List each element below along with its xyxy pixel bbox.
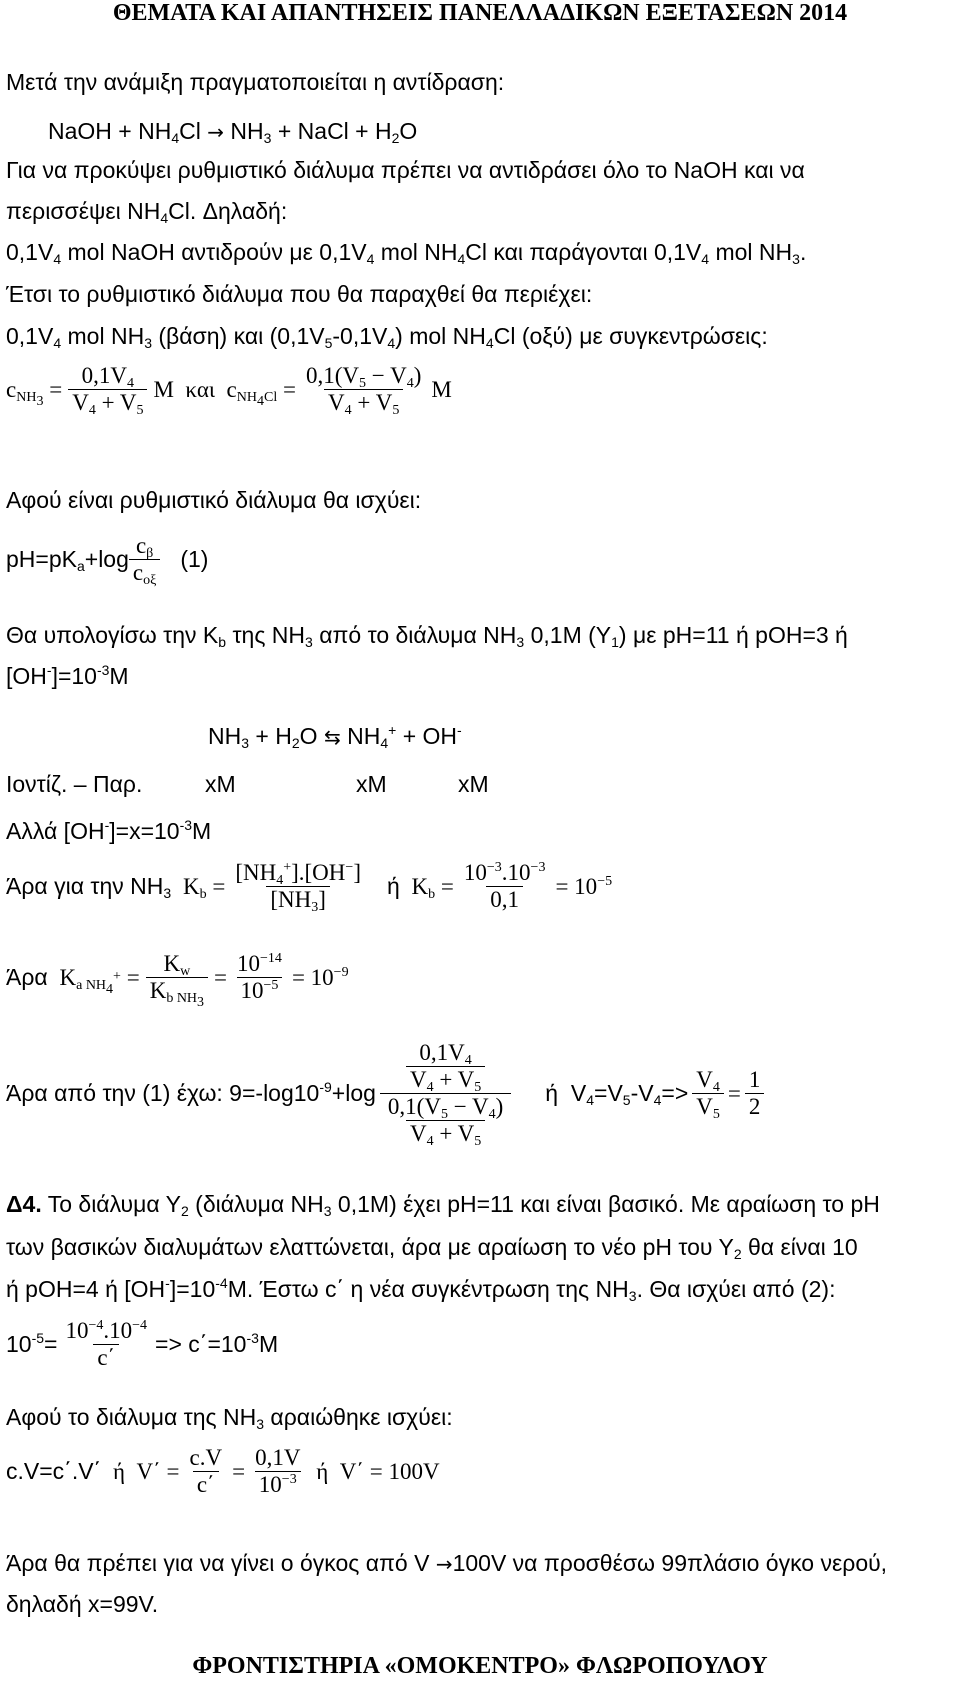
reaction-stoichiometry: $0,1V_4$ mol NaOH αντιδρούν με $0,1V_4$ mol $NH_4Cl$ και παράγονται $0,1V_4$ mol $NH_3$. bbox=[6, 239, 807, 267]
page-footer: ΦΡΟΝΤΙΣΤΗΡΙΑ «ΟΜΟΚΕΝΤΡΟ» ΦΛΩΡΟΠΟΥΛΟΥ bbox=[192, 1653, 768, 1679]
new-concentration-equation: $10^{-5}=$ $\frac{10^{-4}.10^{-4}}{c΄}$ => $c΄=10^{-3}M$ bbox=[6, 1318, 279, 1370]
ratio-equation: Άρα από την (1) έχω: $9=-\log 10^{-9}+\log$ $\frac{\frac{0,1V_4}{V_4 + V_5}}{\frac{0,1(V_5 - V_4)}{V_4 + V_5}}$ ή $V_4=V_5-V_4=>$ $\frac{V_4}{V_5}$ = $\frac{1}{2}$ bbox=[6, 1040, 764, 1147]
concentrations-formula: $c_{NH_3}$ = $\frac{0,1V_4}{V_4 + V_5}$ M και $c_{NH_4Cl}$ = $\frac{0,1(V_5 - V_4)}{V_4 + V_5}$ M bbox=[6, 363, 452, 418]
ka-formula: Άρα $K_{a NH_4^+}$ = $\frac{K_w}{K_{b NH_3}}$ = $\frac{10^{-14}}{10^{-5}}$ = $10^{-9}$ bbox=[6, 951, 349, 1010]
conclusion-line2: δηλαδή x=99V. bbox=[6, 1591, 159, 1617]
d4-line1: Δ4. Το διάλυμα $\Upsilon_2$ (διάλυμα $NH_3$ 0,1M) έχει pH=11 και είναι βασικό. Με αραίωση το pH bbox=[6, 1191, 880, 1219]
oh-concentration: Αλλά $[OH^-]=x=10^{-3}M$ bbox=[6, 817, 212, 844]
page-header: ΘΕΜΑΤΑ ΚΑΙ ΑΠΑΝΤΗΣΕΙΣ ΠΑΝΕΛΛΑΔΙΚΩΝ ΕΞΕΤΑΣΕΩΝ 2014 bbox=[112, 0, 848, 26]
d4-line2: των βασικών διαλυμάτων ελαττώνεται, άρα με αραίωση το νέο pH του $\Upsilon_2$ θα είναι 10 bbox=[6, 1234, 858, 1262]
buffer-condition-line1: Για να προκύψει ρυθμιστικό διάλυμα πρέπει να αντιδράσει όλο το NaOH και να bbox=[6, 157, 805, 183]
reaction-1: NaOH + $NH_4Cl \to NH_3$ + NaCl + $H_2O$ bbox=[48, 118, 418, 146]
buffer-composition: $0,1V_4$ mol $NH_3$ (βάση) και $(0,1V_5-0,1V_4)$ mol $NH_4Cl$ (οξύ) με συγκεντρώσεις: bbox=[6, 323, 768, 351]
kb-formula: Άρα για την $NH_3$ $K_b$ = $\frac{[NH_4^+].[OH^-]}{[NH_3]}$ ή $K_b$ = $\frac{10^{-3}.10^{-3}}{0,1}$ = $10^{-5}$ bbox=[6, 860, 613, 915]
ionization-label: Ιοντίζ. – Παρ. bbox=[6, 771, 143, 797]
d4-line3: ή pOH=4 ή $[OH^-]=10^{-4}M$. Έστω c΄ η νέα συγκέντρωση της $NH_3$. Θα ισχύει από (2): bbox=[6, 1275, 836, 1304]
buffer-condition-line2: περισσέψει $NH_4Cl$. Δηλαδή: bbox=[6, 198, 288, 226]
xm-nh4: xM bbox=[356, 771, 387, 797]
conclusion-line1: Άρα θα πρέπει για να γίνει ο όγκος από V →100V να προσθέσω 99πλάσιο όγκο νερού, bbox=[6, 1550, 888, 1576]
henderson-equation: $pH=pK_a+\log$ $\frac{c_\beta}{c_{o\xi}}$ (1) bbox=[6, 533, 209, 588]
mixing-intro: Μετά την ανάμιξη πραγματοποιείται η αντίδραση: bbox=[6, 69, 505, 95]
kb-calc-line1: Θα υπολογίσω την $K_b$ της $NH_3$ από το διάλυμα $NH_3$ 0,1M $(\Upsilon_1)$ με pH=11 ή pOH=3 ή bbox=[6, 622, 848, 650]
buffer-contains: Έτσι το ρυθμιστικό διάλυμα που θα παραχθεί θα περιέχει: bbox=[6, 281, 593, 307]
kb-calc-line2: $[OH^-]=10^{-3}M$ bbox=[6, 662, 129, 689]
reaction-2: $NH_3 + H_2O$ ⇆ $NH_4^+ + OH^-$ bbox=[208, 722, 462, 751]
xm-nh3: xM bbox=[205, 771, 236, 797]
xm-oh: xM bbox=[458, 771, 489, 797]
dilution-intro: Αφού το διάλυμα της $NH_3$ αραιώθηκε ισχύει: bbox=[6, 1404, 453, 1432]
dilution-equation: c.V=c΄.V΄ ή V΄ = $\frac{c.V}{c΄}$ = $\frac{0,1V}{10^{-3}}$ ή V΄ = 100V bbox=[6, 1445, 440, 1497]
since-buffer: Αφού είναι ρυθμιστικό διάλυμα θα ισχύει: bbox=[6, 487, 422, 513]
